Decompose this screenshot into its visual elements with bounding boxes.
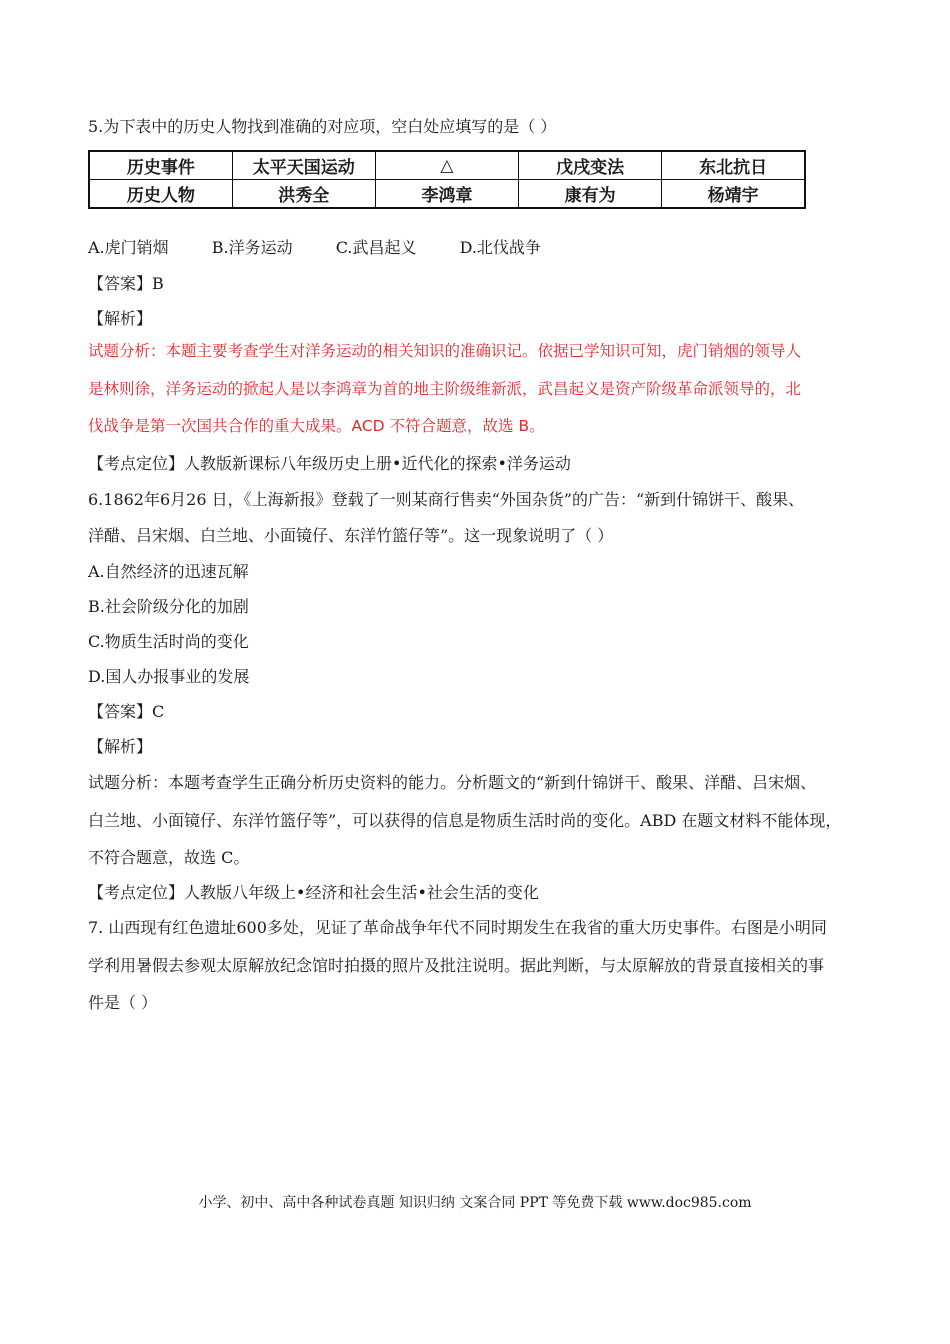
option-c: C.武昌起义: [335, 238, 417, 257]
q6-kaodian: 【考点定位】人教版八年级上•经济和社会生活•社会生活的变化: [88, 883, 539, 902]
table-cell: 东北抗日: [662, 151, 805, 180]
q6-analysis-label: 【解析】: [88, 737, 153, 756]
table-cell: 历史人物: [89, 180, 232, 209]
q6-analysis-line: 不符合题意，故选 C。: [88, 848, 250, 867]
q6-option-c: C.物质生活时尚的变化: [88, 632, 249, 651]
table-cell: △: [375, 151, 518, 180]
table-cell: 李鸿章: [375, 180, 518, 209]
q5-analysis-label: 【解析】: [88, 309, 153, 328]
q7-stem-line: 学利用暑假去参观太原解放纪念馆时拍摄的照片及批注说明。据此判断，与太原解放的背景直接相关的事: [88, 956, 825, 975]
table-cell: 杨靖宇: [662, 180, 805, 209]
q5-kaodian: 【考点定位】人教版新课标八年级历史上册•近代化的探索•洋务运动: [88, 454, 571, 473]
option-a: A.虎门销烟: [88, 238, 169, 257]
q6-option-d: D.国人办报事业的发展: [88, 667, 250, 686]
option-b: B.洋务运动: [211, 238, 293, 257]
q6-stem-line: 洋醋、吕宋烟、白兰地、小面镜仔、东洋竹篮仔等”。这一现象说明了（ ）: [88, 526, 614, 545]
q5-stem: 5.为下表中的历史人物找到准确的对应项，空白处应填写的是（ ）: [88, 117, 557, 136]
events-table: [88, 150, 806, 209]
table-cell: 洪秀全: [232, 180, 375, 209]
q7-stem-line: 件是（ ）: [88, 993, 158, 1012]
table-cell: 戊戌变法: [519, 151, 662, 180]
q7-stem-line: 7. 山西现有红色遗址600多处，见证了革命战争年代不同时期发生在我省的重大历史事件。右图是小明同: [88, 918, 827, 937]
q5-options: [88, 238, 862, 258]
table-cell: 历史事件: [89, 151, 232, 180]
q6-answer: 【答案】C: [88, 702, 165, 721]
table-row: [89, 180, 805, 209]
q6-analysis-line: 试题分析：本题考查学生正确分析历史资料的能力。分析题文的“新到什锦饼干、酸果、洋醋、吕宋烟、: [88, 773, 817, 792]
q5-analysis-line: 试题分析：本题主要考查学生对洋务运动的相关知识的准确识记。依据已学知识可知，虎门销烟的领导人: [88, 342, 802, 360]
q5-analysis-line: 是林则徐，洋务运动的掀起人是以李鸿章为首的地主阶级维新派，武昌起义是资产阶级革命派领导的，北: [88, 380, 802, 398]
q6-analysis-line: 白兰地、小面镜仔、东洋竹篮仔等”，可以获得的信息是物质生活时尚的变化。ABD 在题文材料不能体现，: [88, 811, 842, 830]
page-footer: 小学、初中、高中各种试卷真题 知识归纳 文案合同 PPT 等免费下载 www.doc985.com: [198, 1195, 752, 1211]
q6-option-a: A.自然经济的迅速瓦解: [88, 562, 249, 581]
option-d: D.北伐战争: [459, 238, 541, 257]
table-cell: 康有为: [519, 180, 662, 209]
table-row: [89, 151, 805, 180]
q5-analysis-line: 伐战争是第一次国共合作的重大成果。ACD 不符合题意，故选 B。: [88, 417, 545, 435]
table-cell: 太平天国运动: [232, 151, 375, 180]
q5-answer: 【答案】B: [88, 274, 164, 293]
q6-option-b: B.社会阶级分化的加剧: [88, 597, 249, 616]
q6-stem-line: 6.1862年6月26 日，《上海新报》登载了一则某商行售卖“外国杂货”的广告：“新到什锦饼干、酸果、: [88, 490, 805, 509]
